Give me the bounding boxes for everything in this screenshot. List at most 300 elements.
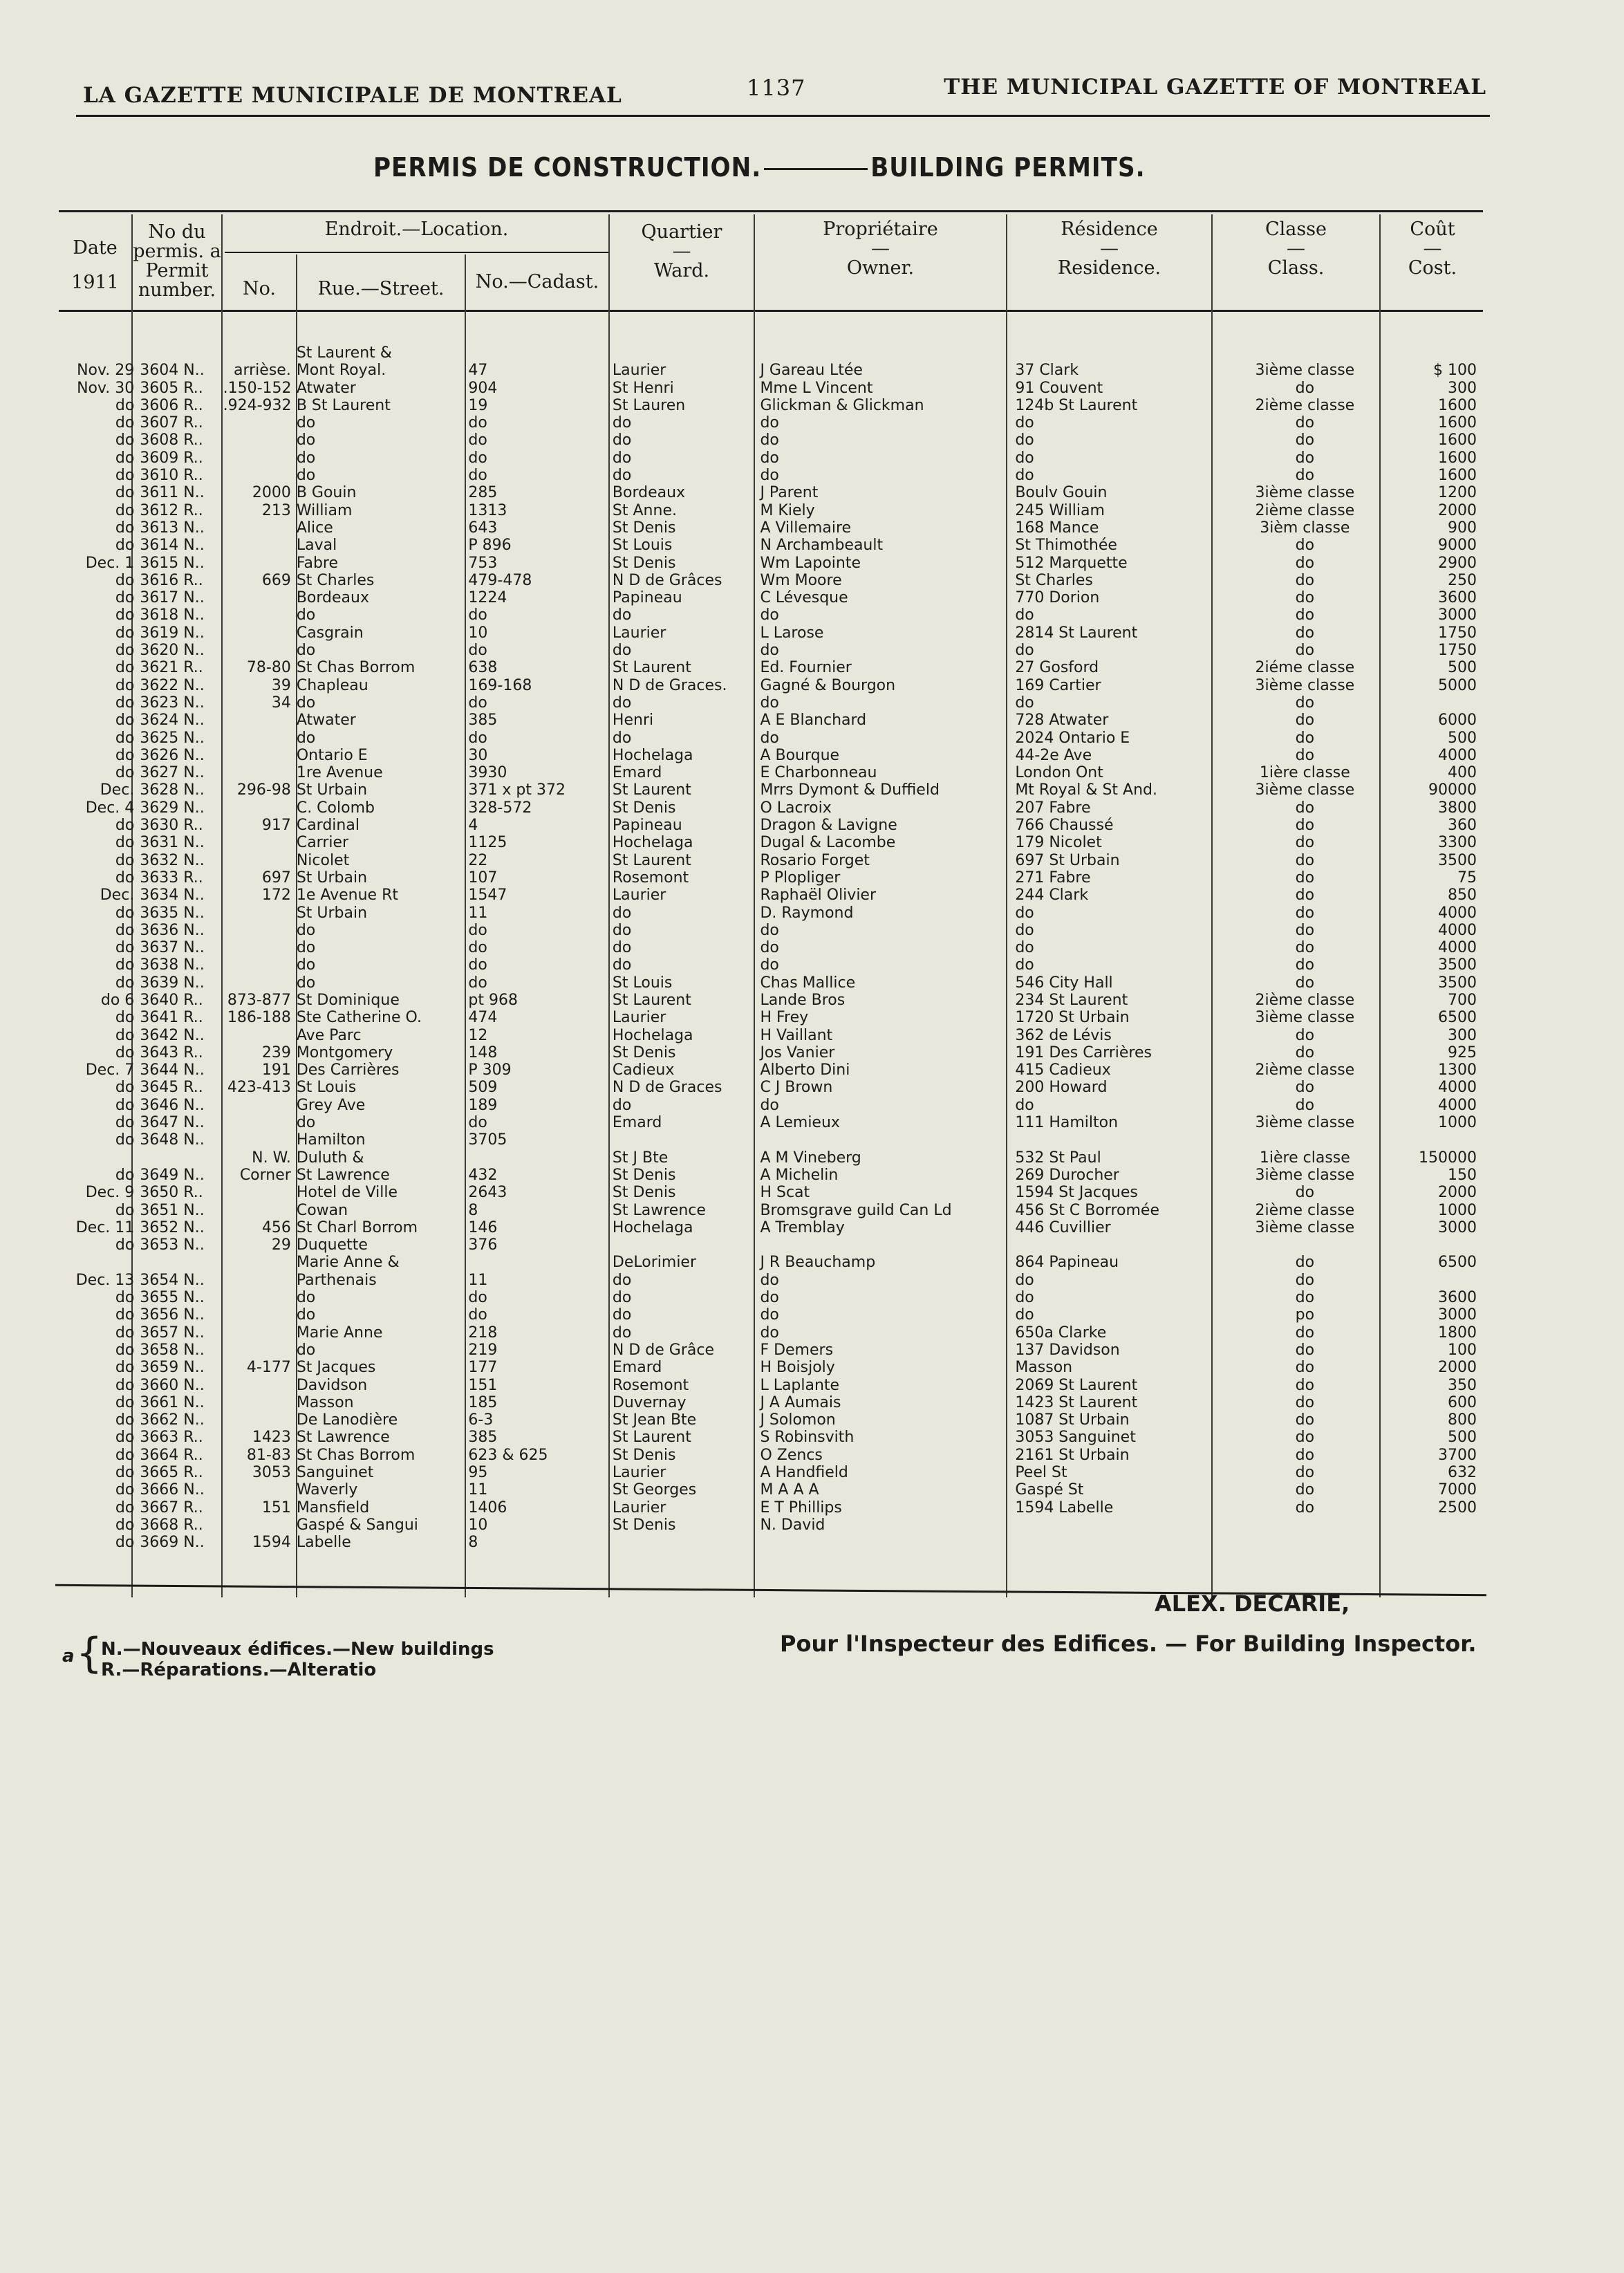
row-street-number — [221, 432, 294, 449]
row-street: William — [296, 501, 353, 519]
row-cadastre: 8 — [468, 1534, 478, 1552]
row-permit-number: 3610 R.. — [140, 467, 203, 485]
row-date: do — [115, 1341, 135, 1359]
row-ward: do — [612, 1306, 632, 1324]
row-ward: Hochelaga — [612, 746, 693, 764]
row-class: 2ième classe — [1255, 1061, 1355, 1079]
row-cadastre: 151 — [468, 1376, 498, 1394]
row-owner: do — [760, 414, 779, 432]
row-permit-number: 3628 N.. — [140, 781, 205, 799]
header-class-fr: Classe — [1264, 219, 1327, 240]
row-date: do — [115, 1114, 135, 1132]
row-permit-number: 3667 R.. — [140, 1499, 203, 1516]
row-owner: H Vaillant — [760, 1026, 833, 1044]
row-cadastre: 1224 — [468, 589, 507, 607]
row-date: do — [115, 746, 135, 764]
row-date: do — [115, 1236, 135, 1254]
row-residence: 512 Marquette — [1015, 554, 1128, 572]
row-owner: do — [760, 1271, 779, 1289]
row-date: do — [115, 571, 135, 589]
row-date: do — [115, 1516, 135, 1534]
row-cost: 5000 — [1438, 676, 1477, 694]
row-owner: A Michelin — [760, 1166, 839, 1184]
row-class: do — [1295, 1324, 1315, 1342]
row-residence: 446 Cuvillier — [1015, 1218, 1111, 1236]
row-permit-number: 3636 N.. — [140, 921, 205, 939]
row-street: St Urbain — [296, 781, 368, 799]
row-ward: N D de Graces. — [612, 676, 727, 694]
row-date: do — [115, 501, 135, 519]
row-owner: Alberto Dini — [760, 1061, 850, 1079]
row-permit-number: 3618 N.. — [140, 606, 205, 624]
row-cost: 3700 — [1438, 1446, 1477, 1464]
table-row — [48, 432, 1480, 449]
row-class — [1219, 1516, 1391, 1534]
title-dash — [764, 168, 868, 170]
row-street: St Louis — [296, 1079, 357, 1097]
row-cadastre — [465, 344, 610, 362]
row-class: do — [1295, 799, 1315, 817]
row-permit-number: 3641 R.. — [140, 1009, 203, 1027]
table-row — [48, 1534, 1480, 1551]
row-street: Duquette — [296, 1236, 368, 1254]
row-owner: do — [760, 921, 779, 939]
table-row — [48, 589, 1480, 606]
row-residence: 1720 St Urbain — [1015, 1009, 1130, 1027]
row-street: Casgrain — [296, 624, 364, 642]
table-row — [48, 519, 1480, 537]
row-cadastre: 474 — [468, 1009, 498, 1027]
row-cadastre: 95 — [468, 1464, 488, 1481]
row-street-number: 669 — [261, 571, 291, 589]
row-residence: 650a Clarke — [1015, 1324, 1107, 1342]
row-date: do — [115, 764, 135, 782]
row-street-number — [221, 537, 294, 554]
row-street-number — [221, 414, 294, 432]
row-ward: do — [612, 904, 632, 922]
row-ward: do — [612, 642, 632, 660]
row-date: do — [115, 659, 135, 677]
row-cost: 4000 — [1438, 939, 1477, 957]
row-street-number — [221, 1394, 294, 1411]
row-residence — [1012, 344, 1219, 362]
row-street: Mont Royal. — [296, 362, 386, 380]
row-street-number: 78-80 — [246, 659, 291, 677]
row-cost: 4000 — [1438, 921, 1477, 939]
row-street-number — [221, 922, 294, 939]
row-cost: 3800 — [1438, 799, 1477, 817]
row-street-number: 697 — [261, 869, 291, 887]
row-street: B Gouin — [296, 484, 357, 502]
row-date: do — [115, 939, 135, 957]
row-residence: 3053 Sanguinet — [1015, 1429, 1136, 1447]
row-ward: St Lawrence — [612, 1201, 706, 1219]
row-permit-number: 3666 N.. — [140, 1481, 205, 1499]
row-permit-number — [137, 1149, 220, 1167]
row-class: do — [1295, 1446, 1315, 1464]
row-cadastre: 218 — [468, 1324, 498, 1342]
row-date: do — [115, 1324, 135, 1342]
row-owner: J Solomon — [760, 1411, 836, 1429]
row-class: do — [1295, 1026, 1315, 1044]
row-class: do — [1295, 1464, 1315, 1481]
row-ward: St Denis — [612, 1516, 676, 1534]
row-date: Dec. — [100, 781, 135, 799]
row-residence — [1012, 1516, 1219, 1534]
row-class: do — [1295, 921, 1315, 939]
row-permit-number — [137, 1254, 220, 1271]
row-cadastre: 385 — [468, 712, 498, 730]
page-header — [76, 69, 1493, 111]
row-street: St Lawrence — [296, 1166, 390, 1184]
row-residence: Peel St — [1015, 1464, 1067, 1481]
row-residence: 137 Davidson — [1015, 1341, 1120, 1359]
row-cost: 925 — [1448, 1043, 1477, 1061]
row-street: 1e Avenue Rt — [296, 887, 398, 904]
row-street: St Jacques — [296, 1359, 376, 1377]
row-cadastre: do — [468, 467, 487, 485]
row-date: do — [115, 1289, 135, 1307]
row-owner: A Handfield — [760, 1464, 848, 1481]
table-row — [48, 1044, 1480, 1061]
legend-alterations: R.—Réparations.—Alteratio — [101, 1660, 377, 1680]
row-owner: do — [760, 432, 779, 449]
row-street: do — [296, 432, 316, 449]
row-cost: $ 100 — [1433, 362, 1477, 380]
row-street: Montgomery — [296, 1043, 393, 1061]
header-dash: — — [1287, 238, 1305, 259]
table-row — [48, 642, 1480, 659]
legend-brace: { — [76, 1629, 103, 1678]
row-residence: do — [1015, 606, 1034, 624]
row-cadastre: 10 — [468, 1516, 488, 1534]
row-date: do — [115, 956, 135, 974]
row-cadastre: do — [468, 1289, 487, 1307]
row-cost — [1391, 694, 1480, 712]
table-row — [48, 922, 1480, 939]
table-row — [48, 1272, 1480, 1289]
row-street-number — [221, 799, 294, 817]
row-street-number: 1594 — [252, 1534, 291, 1552]
row-cost: 6000 — [1438, 712, 1477, 730]
row-ward: Hochelaga — [612, 1026, 693, 1044]
row-street-number — [221, 834, 294, 851]
permits-table — [48, 344, 1480, 1551]
row-street-number: 423-413 — [227, 1079, 291, 1097]
row-cadastre: 185 — [468, 1393, 498, 1411]
row-cadastre: 148 — [468, 1043, 498, 1061]
row-owner: A Villemaire — [760, 519, 852, 537]
row-residence: 1594 St Jacques — [1015, 1184, 1138, 1202]
row-cost — [1391, 1534, 1480, 1551]
row-street: C. Colomb — [296, 799, 375, 817]
row-residence: do — [1015, 414, 1034, 432]
row-date: do — [115, 1429, 135, 1447]
row-street: Nicolet — [296, 851, 350, 869]
row-class: 3ième classe — [1255, 1166, 1355, 1184]
row-cost: 2900 — [1438, 554, 1477, 572]
row-class: 3ième classe — [1255, 484, 1355, 502]
row-class: 3ièm classe — [1260, 519, 1350, 537]
row-street-number: Corner — [239, 1166, 291, 1184]
table-row — [48, 1079, 1480, 1096]
row-ward: St Denis — [612, 799, 676, 817]
row-residence: 766 Chaussé — [1015, 817, 1114, 835]
row-cadastre: 11 — [468, 1481, 488, 1499]
row-street: Hotel de Ville — [296, 1184, 398, 1202]
row-residence: 2024 Ontario E — [1015, 729, 1130, 747]
row-date: Nov. 30 — [77, 379, 135, 397]
row-street-number: arrièse. — [234, 362, 291, 380]
header-cost-fr: Coût — [1410, 219, 1455, 240]
table-header-bottom-rule — [59, 310, 1483, 312]
row-class: do — [1295, 712, 1315, 730]
row-street-number: 29 — [271, 1236, 291, 1254]
row-cadastre: do — [468, 939, 487, 957]
row-permit-number: 3635 N.. — [140, 904, 205, 922]
row-residence: 2814 St Laurent — [1015, 624, 1138, 642]
row-date: do — [115, 974, 135, 992]
row-permit-number: 3649 N.. — [140, 1166, 205, 1184]
row-cost: 300 — [1448, 379, 1477, 397]
row-street-number: 239 — [261, 1043, 291, 1061]
table-top-rule — [59, 210, 1483, 212]
row-permit-number: 3629 N.. — [140, 799, 205, 817]
row-cadastre: do — [468, 1114, 487, 1132]
header-cost-en: Cost. — [1408, 257, 1457, 279]
row-owner: N. David — [760, 1516, 825, 1534]
row-street-number — [221, 1027, 294, 1044]
row-residence: 864 Papineau — [1015, 1254, 1119, 1272]
row-cost: 900 — [1448, 519, 1477, 537]
row-owner: F Demers — [760, 1341, 834, 1359]
table-row — [48, 1184, 1480, 1201]
row-permit-number: 3619 N.. — [140, 624, 205, 642]
row-ward: do — [612, 449, 632, 467]
title-english: BUILDING PERMITS. — [870, 152, 1146, 183]
row-cost: 75 — [1457, 869, 1477, 887]
row-class: do — [1295, 974, 1315, 992]
row-street-number — [221, 730, 294, 747]
table-row — [48, 939, 1480, 956]
row-street-number — [221, 1131, 294, 1149]
row-ward: St Denis — [612, 554, 676, 572]
row-date: do — [115, 449, 135, 467]
row-permit-number: 3646 N.. — [140, 1096, 205, 1114]
table-row — [48, 712, 1480, 729]
legend-new-buildings: N.—Nouveaux édifices.—New buildings — [101, 1639, 494, 1660]
row-class: do — [1295, 379, 1315, 397]
header-french-title: LA GAZETTE MUNICIPALE DE MONTREAL — [83, 83, 622, 108]
row-cost: 3300 — [1438, 834, 1477, 852]
row-residence: Gaspé St — [1015, 1481, 1084, 1499]
row-street: Cowan — [296, 1201, 348, 1219]
row-date: do — [115, 817, 135, 835]
row-street-number — [221, 1306, 294, 1324]
table-row — [48, 730, 1480, 747]
table-row — [48, 1009, 1480, 1026]
row-cadastre — [465, 1254, 610, 1271]
row-owner: M Kiely — [760, 501, 815, 519]
header-res-fr: Résidence — [1061, 219, 1158, 240]
row-date: do — [115, 467, 135, 485]
row-cadastre: 12 — [468, 1026, 488, 1044]
row-cadastre: do — [468, 414, 487, 432]
row-cadastre: 30 — [468, 746, 488, 764]
row-owner: do — [760, 1096, 779, 1114]
row-permit-number: 3644 N.. — [140, 1061, 205, 1079]
row-cadastre: 177 — [468, 1359, 498, 1377]
row-cadastre: 107 — [468, 869, 498, 887]
header-owner-en: Owner. — [846, 257, 915, 279]
row-street: Labelle — [296, 1534, 351, 1552]
row-street-number: 81-83 — [246, 1446, 291, 1464]
row-street: Masson — [296, 1393, 354, 1411]
row-permit-number: 3608 R.. — [140, 432, 203, 449]
row-date: Dec. 7 — [85, 1061, 135, 1079]
row-street-number: N. W. — [252, 1149, 291, 1167]
row-ward: do — [612, 1096, 632, 1114]
row-street-number — [221, 1289, 294, 1306]
row-cost: 150 — [1448, 1166, 1477, 1184]
row-class — [1219, 1236, 1391, 1254]
row-date: do — [115, 1131, 135, 1149]
row-street-number — [221, 467, 294, 484]
header-location: Endroit.—Location. — [324, 219, 509, 240]
row-ward: Emard — [612, 764, 662, 782]
row-street: Des Carrières — [296, 1061, 400, 1079]
table-row — [48, 1464, 1480, 1481]
header-res-en: Residence. — [1057, 257, 1161, 279]
row-ward: do — [612, 467, 632, 485]
row-ward: St Denis — [612, 1166, 676, 1184]
header-no: No. — [243, 278, 276, 299]
table-row — [48, 380, 1480, 397]
row-cost: 3500 — [1438, 956, 1477, 974]
row-cadastre: 219 — [468, 1341, 498, 1359]
row-class: do — [1295, 537, 1315, 555]
row-date: Dec. — [100, 887, 135, 904]
row-owner: do — [760, 939, 779, 957]
row-cadastre: 1547 — [468, 887, 507, 904]
row-cost: 2000 — [1438, 1184, 1477, 1202]
row-ward: St Henri — [612, 379, 674, 397]
row-permit-number: 3661 N.. — [140, 1393, 205, 1411]
row-ward: Laurier — [612, 1499, 666, 1516]
row-cadastre: 328-572 — [468, 799, 532, 817]
row-street: do — [296, 921, 316, 939]
row-street-number — [221, 1377, 294, 1394]
row-ward: Laurier — [612, 362, 666, 380]
table-row — [48, 362, 1480, 379]
row-permit-number: 3625 N.. — [140, 729, 205, 747]
row-ward: St Anne. — [612, 501, 677, 519]
row-class: 3ième classe — [1255, 1114, 1355, 1132]
table-row — [48, 397, 1480, 414]
row-ward: do — [612, 1324, 632, 1342]
row-date: Dec. 13 — [75, 1271, 135, 1289]
row-permit-number: 3655 N.. — [140, 1289, 205, 1307]
row-street-number — [221, 939, 294, 956]
table-row — [48, 1306, 1480, 1324]
row-street: Parthenais — [296, 1271, 377, 1289]
row-cadastre: 19 — [468, 396, 488, 414]
row-cost: 360 — [1448, 817, 1477, 835]
row-cost: 150000 — [1419, 1149, 1477, 1167]
row-cadastre: 1125 — [468, 834, 507, 852]
row-owner: Glickman & Glickman — [760, 396, 924, 414]
row-street-number — [221, 589, 294, 606]
row-cost: 350 — [1448, 1376, 1477, 1394]
row-residence: do — [1015, 939, 1034, 957]
row-residence: do — [1015, 467, 1034, 485]
row-cost: 1750 — [1438, 642, 1477, 660]
row-owner: N Archambeault — [760, 537, 884, 555]
row-cost: 7000 — [1438, 1481, 1477, 1499]
row-ward: St Georges — [612, 1481, 697, 1499]
row-street-number — [221, 764, 294, 781]
row-street: Gaspé & Sangui — [296, 1516, 418, 1534]
row-cost: 1750 — [1438, 624, 1477, 642]
table-row — [48, 1131, 1480, 1149]
row-street: Fabre — [296, 554, 339, 572]
row-class: do — [1295, 1376, 1315, 1394]
row-permit-number: 3643 R.. — [140, 1043, 203, 1061]
row-street-number — [221, 1342, 294, 1359]
row-cadastre: P 309 — [468, 1061, 512, 1079]
row-cadastre: do — [468, 921, 487, 939]
row-ward: St Denis — [612, 519, 676, 537]
row-permit-number: 3617 N.. — [140, 589, 205, 607]
row-cadastre: 3930 — [468, 764, 507, 782]
row-cadastre: 146 — [468, 1218, 498, 1236]
row-street: do — [296, 1289, 316, 1307]
row-class: do — [1295, 956, 1315, 974]
row-residence: 1423 St Laurent — [1015, 1393, 1138, 1411]
row-cadastre: do — [468, 694, 487, 712]
row-cadastre: 376 — [468, 1236, 498, 1254]
row-date — [48, 344, 137, 362]
page-title — [373, 152, 1146, 183]
header-ward — [610, 223, 754, 281]
table-row — [48, 799, 1480, 817]
row-permit-number: 3656 N.. — [140, 1306, 205, 1324]
row-cost — [1391, 1272, 1480, 1289]
table-row — [48, 537, 1480, 554]
table-row — [48, 677, 1480, 694]
row-cadastre: 11 — [468, 904, 488, 922]
row-permit-number: 3615 N.. — [140, 554, 205, 572]
row-street-number — [221, 642, 294, 659]
row-owner: J Parent — [760, 484, 819, 502]
row-date: do — [115, 432, 135, 449]
table-row — [48, 344, 1480, 362]
row-date: do — [115, 1499, 135, 1516]
table-row — [48, 572, 1480, 589]
row-cost: 3500 — [1438, 974, 1477, 992]
row-date: do — [115, 1411, 135, 1429]
row-class: do — [1295, 1254, 1315, 1272]
row-street-number: 4-177 — [246, 1359, 291, 1377]
row-date: do — [115, 1026, 135, 1044]
row-date: do — [115, 1534, 135, 1552]
header-class-en: Class. — [1267, 257, 1325, 279]
row-cadastre: 8 — [468, 1201, 478, 1219]
row-street-number — [221, 974, 294, 992]
table-row — [48, 555, 1480, 572]
row-class: do — [1295, 851, 1315, 869]
row-cadastre: do — [468, 974, 487, 992]
